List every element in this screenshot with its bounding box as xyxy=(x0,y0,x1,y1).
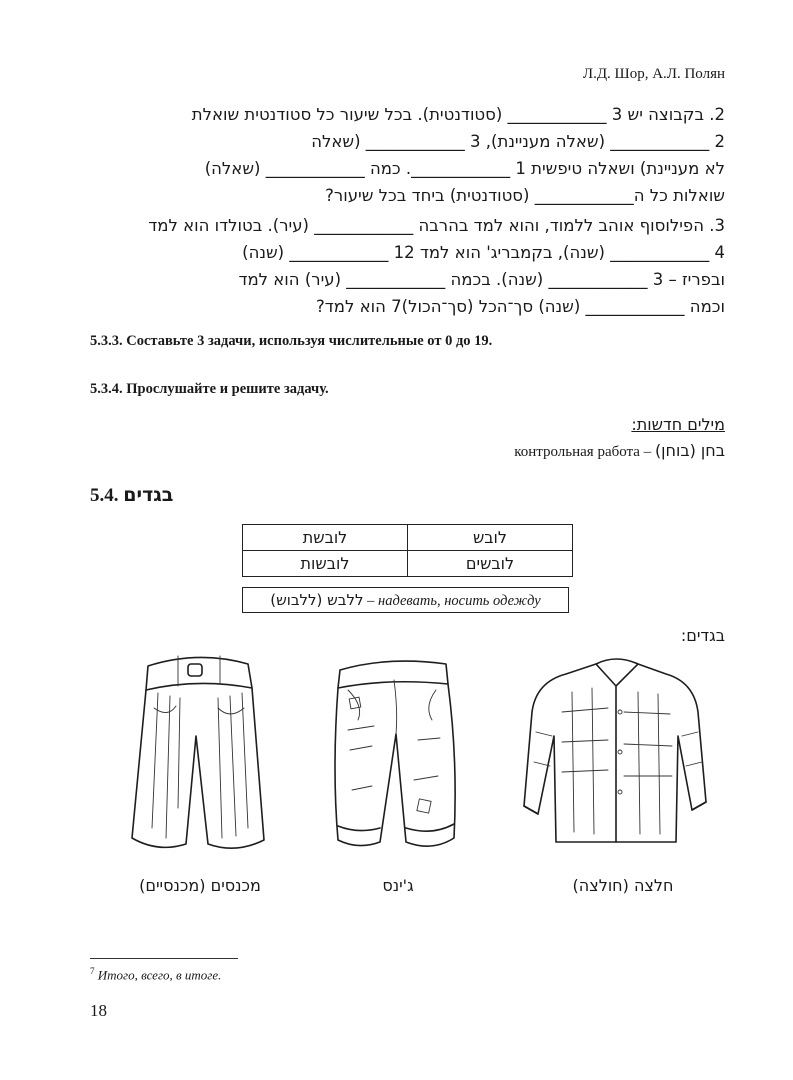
table-cell: לובשת xyxy=(243,525,408,551)
exercise-3-line: 3. הפילוסוף אוהב ללמוד, והוא למד בהרבה ____________ (עיר). בטולדו הוא למד xyxy=(148,216,725,235)
new-word-hebrew: בחן (בוחן) xyxy=(654,441,725,460)
clothes-title: בגדים: xyxy=(680,626,725,645)
exercise-3-line: 4 ____________ (שנה), בקמבריג' הוא למד 12 ____________ (שנה) xyxy=(242,243,725,262)
jeans-icon xyxy=(328,650,468,860)
new-words-title: מילים חדשות: xyxy=(631,415,725,434)
section-title: בגדים xyxy=(123,484,174,506)
trousers-icon xyxy=(118,648,278,868)
new-word-translation: контрольная работа – xyxy=(514,444,652,460)
shirt-icon xyxy=(516,652,716,852)
table-cell: לובשים xyxy=(408,551,573,577)
table-row xyxy=(243,551,573,577)
exercise-2-line: שואלות כל ה____________ (סטודנטית) ביחד בכל שיעור? xyxy=(325,186,725,205)
footnote-number: 7 xyxy=(90,966,95,976)
infinitive-hebrew: ללבש (ללבוש) xyxy=(270,591,364,609)
exercise-3-line: ובפריז – 3 ____________ (שנה). בכמה ____________ (עיר) הוא למד xyxy=(238,270,725,289)
footnote-rule xyxy=(90,958,238,959)
caption-shirt: חלצה (חולצה) xyxy=(572,876,674,895)
exercise-2-line: לא מעניינת) ושאלה טיפשית 1 ____________. כמה ____________ (שאלה) xyxy=(204,159,725,178)
section-heading xyxy=(90,484,173,507)
table-row xyxy=(243,525,573,551)
conjugation-table xyxy=(242,524,573,577)
running-header: Л.Д. Шор, А.Л. Полян xyxy=(582,66,725,82)
exercise-2-line: 2 ____________ (שאלה מעניינת), 3 ____________ (שאלה xyxy=(311,132,725,151)
page-number: 18 xyxy=(90,1001,107,1020)
table-cell: לובשות xyxy=(243,551,408,577)
table-cell: לובש xyxy=(408,525,573,551)
exercise-2-line: 2. בקבוצה יש 3 ____________ (סטודנטית). בכל שיעור כל סטודנטית שואלת xyxy=(191,105,725,124)
section-number: 5.4. xyxy=(90,485,119,506)
exercise-3-line: וכמה ____________ (שנה) סך־הכל (סך־הכול)7 הוא למד? xyxy=(316,297,725,316)
footnote xyxy=(90,966,221,983)
footnote-text: Итого, всего, в итоге. xyxy=(97,967,222,983)
infinitive-box xyxy=(242,587,569,613)
task-5-3-3: 5.3.3. Составьте 3 задачи, используя числительные от 0 до 19. xyxy=(90,333,493,349)
new-words-entry xyxy=(514,441,725,461)
infinitive-translation: – надевать, носить одежду xyxy=(367,593,541,609)
caption-jeans: ג'ינס xyxy=(382,876,414,895)
task-5-3-4: 5.3.4. Прослушайте и решите задачу. xyxy=(90,381,329,397)
caption-trousers: מכנסים (מכנסיים) xyxy=(139,876,261,895)
